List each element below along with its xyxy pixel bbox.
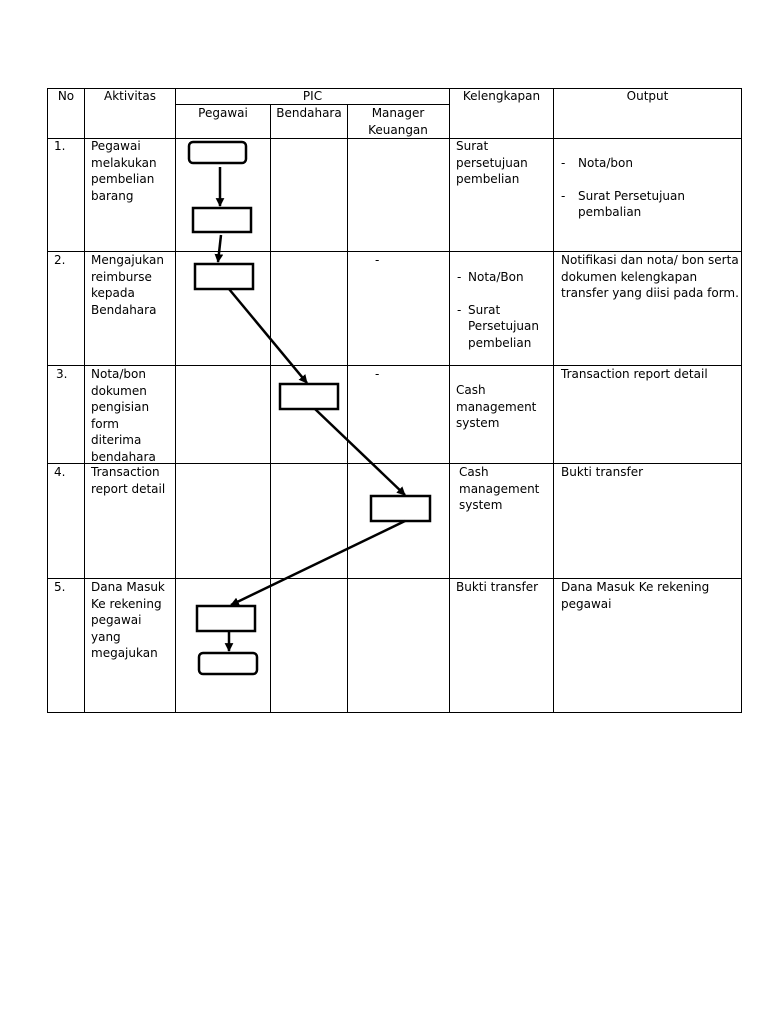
- header-pic: PIC: [302, 89, 323, 103]
- flow-process-box: [193, 208, 251, 232]
- header-no: No: [57, 89, 75, 103]
- row-5-no: 5.: [54, 580, 66, 594]
- flow-process-box: [197, 606, 255, 631]
- header-kelengkapan: Kelengkapan: [462, 89, 541, 103]
- row-1-no: 1.: [54, 139, 66, 153]
- row-4-no: 4.: [54, 465, 66, 479]
- row-5-output: Dana Masuk Ke rekening pegawai: [561, 580, 710, 611]
- row-4-kelengkapan: Cash management system: [459, 465, 540, 512]
- row-1-kelengkapan: Surat persetujuan pembelian: [456, 139, 528, 186]
- row-2-manager: -: [375, 253, 380, 267]
- row-3-no: 3.: [56, 367, 68, 381]
- flow-arrow: [218, 235, 221, 262]
- flow-arrow: [315, 409, 405, 495]
- row-3-manager: -: [375, 367, 380, 381]
- header-output: Output: [626, 89, 669, 103]
- flow-arrow: [229, 289, 307, 383]
- list-item: - Surat Persetujuan pembelian: [457, 302, 551, 352]
- row-2-aktivitas: Mengajukan reimburse kepada Bendahara: [91, 253, 164, 317]
- flow-start-terminator: [189, 142, 246, 163]
- flow-arrow: [231, 521, 405, 605]
- row-4-aktivitas: Transaction report detail: [91, 465, 166, 496]
- row-4-output: Bukti transfer: [561, 465, 644, 479]
- header-bendahara: Bendahara: [276, 106, 342, 120]
- flow-end-terminator: [199, 653, 257, 674]
- row-2-output: Notifikasi dan nota/ bon serta dokumen kelengkapan transfer yang diisi pada form.: [561, 253, 739, 300]
- flow-process-box: [195, 264, 253, 289]
- row-1-output-list: [561, 138, 739, 237]
- list-item: - Nota/bon: [561, 155, 739, 172]
- list-item: - Nota/Bon: [457, 269, 551, 286]
- row-3-aktivitas: Nota/bon dokumen pengisian form diterima bendahara: [91, 367, 156, 464]
- list-item: - Surat Persetujuan pembalian: [561, 188, 739, 221]
- flow-process-box: [371, 496, 430, 521]
- row-2-kelengkapan-list: [457, 252, 551, 368]
- header-pegawai: Pegawai: [198, 106, 248, 120]
- header-manager-keuangan: Manager Keuangan: [368, 106, 428, 137]
- row-5-kelengkapan: Bukti transfer: [456, 580, 539, 594]
- row-5-aktivitas: Dana Masuk Ke rekening pegawai yang megajukan: [91, 580, 165, 660]
- flow-process-box: [280, 384, 338, 409]
- header-aktivitas: Aktivitas: [104, 89, 156, 103]
- row-3-output: Transaction report detail: [561, 367, 708, 381]
- row-3-kelengkapan: Cash management system: [456, 383, 537, 430]
- row-2-no: 2.: [54, 253, 66, 267]
- row-1-aktivitas: Pegawai melakukan pembelian barang: [91, 139, 157, 203]
